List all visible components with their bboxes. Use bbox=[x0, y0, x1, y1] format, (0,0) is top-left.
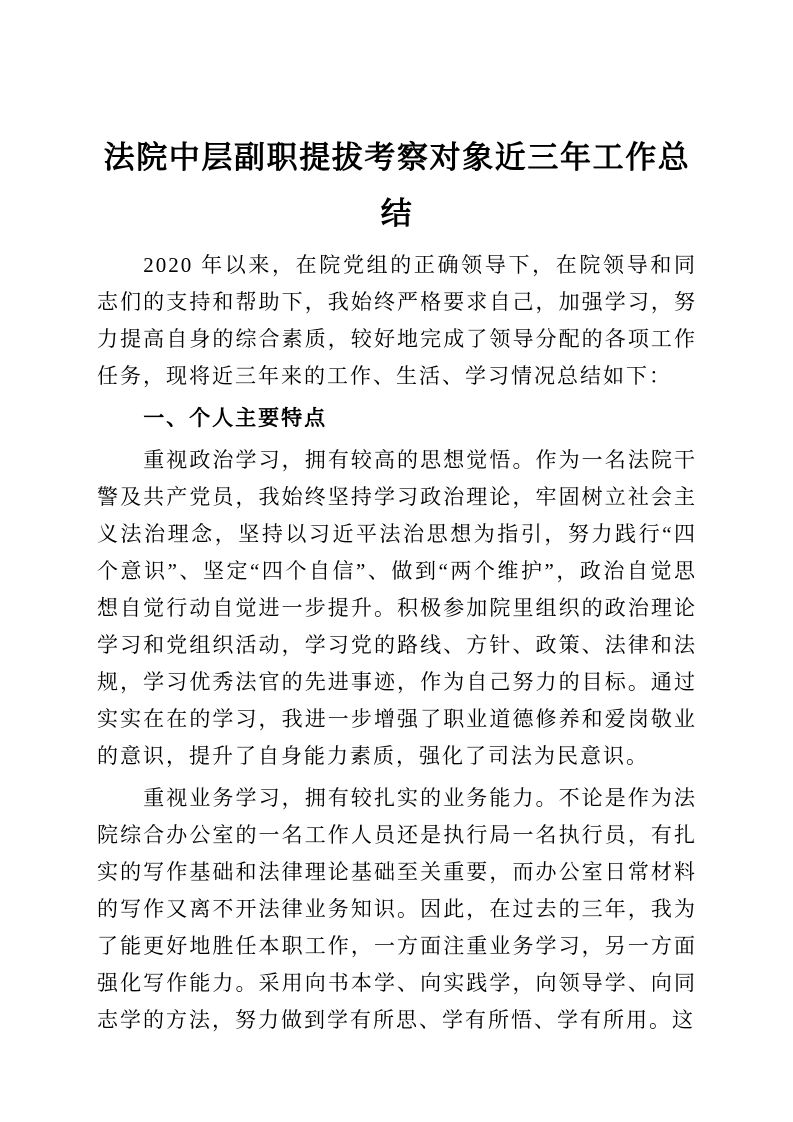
intro-paragraph: 2020 年以来，在院党组的正确领导下，在院领导和同志们的支持和帮助下，我始终严格要求自己，加强学习，努力提高自身的综合素质，较好地完成了领导分配的各项工作任务，现将近三年来的工作、生活、学习情况总结如下： bbox=[97, 253, 697, 388]
section-heading-personal-traits: 一、个人主要特点 bbox=[143, 407, 328, 430]
document-body bbox=[97, 247, 697, 1039]
political-study-paragraph: 重视政治学习，拥有较高的思想觉悟。作为一名法院干警及共产党员，我始终坚持学习政治理论，牢固树立社会主义法治理念，坚持以习近平法治思想为指引，努力践行“四个意识”、坚定“四个自信”、做到“两个维护”，政治自觉思想自觉行动自觉进一步提升。积极参加院里组织的政治理论学习和党组织活动，学习党的路线、方针、政策、法律和法规，学习优秀法官的先进事迹，作为自己努力的目标。通过实实在在的学习，我进一步增强了职业道德修养和爱岗敬业的意识，提升了自身能力素质，强化了司法为民意识。 bbox=[97, 448, 697, 768]
business-study-paragraph: 重视业务学习，拥有较扎实的业务能力。不论是作为法院综合办公室的一名工作人员还是执行局一名执行员，有扎实的写作基础和法律理论基础至关重要，而办公室日常材料的写作又离不开法律业务知识。因此，在过去的三年，我为了能更好地胜任本职工作，一方面注重业务学习，另一方面强化写作能力。采用向书本学、向实践学，向领导学、向同志学的方法，努力做到学有所思、学有所悟、学有所用。这 bbox=[97, 786, 697, 1032]
page-title: 法院中层副职提拔考察对象近三年工作总结 bbox=[103, 140, 691, 231]
